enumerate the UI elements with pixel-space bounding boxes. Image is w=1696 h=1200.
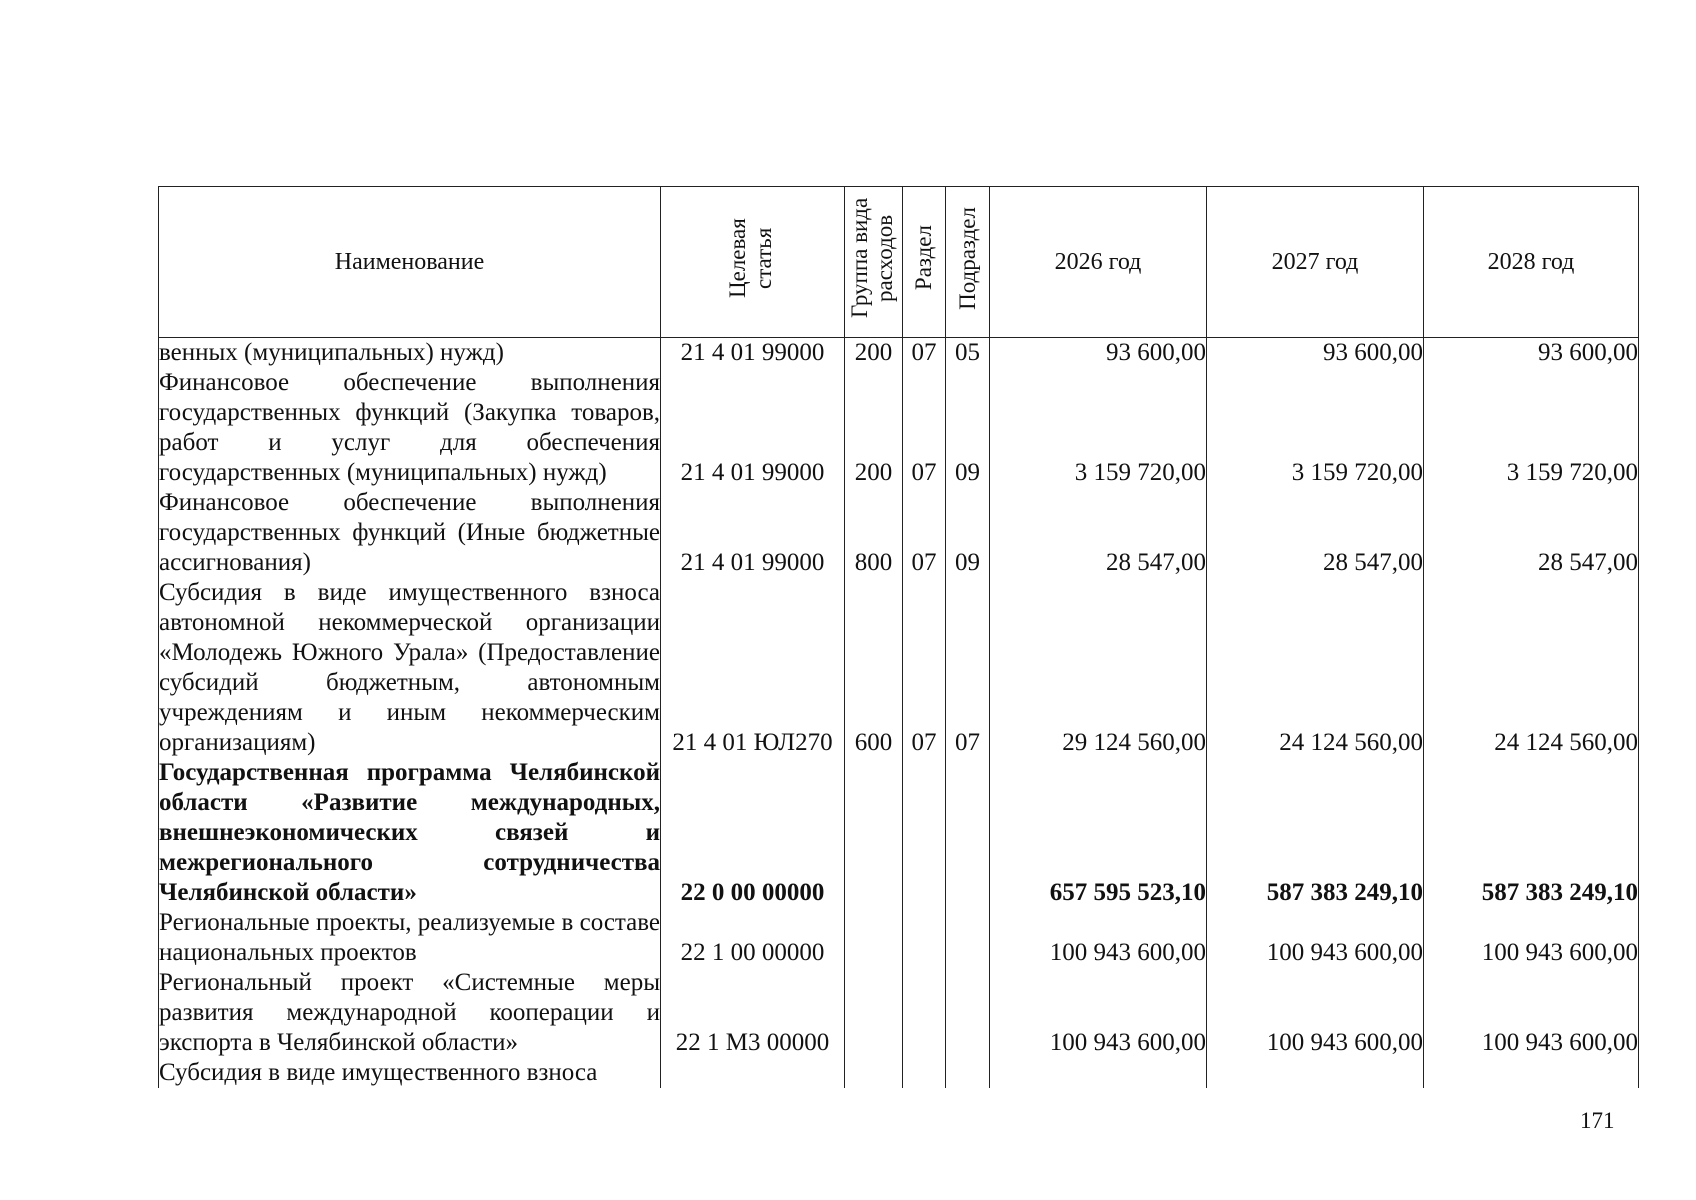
row-2027: 24 124 560,00: [1207, 578, 1424, 758]
row-2028: [1424, 1058, 1639, 1088]
row-subsection: 09: [946, 488, 990, 578]
row-2028: 24 124 560,00: [1424, 578, 1639, 758]
row-group: [845, 758, 903, 908]
row-subsection: 07: [946, 578, 990, 758]
row-name: Региональные проекты, реализуемые в составе национальных проектов: [159, 909, 660, 966]
row-2028: 100 943 600,00: [1424, 908, 1639, 968]
row-2026: 3 159 720,00: [990, 368, 1207, 488]
row-name: Региональный проект «Системные меры развития международной кооперации и экспорта в Челябинской области»: [159, 969, 660, 1056]
table-row-program: [159, 758, 1639, 908]
row-section: [903, 908, 946, 968]
budget-table: [158, 186, 1639, 1088]
table-row: [159, 338, 1639, 369]
table-row: [159, 368, 1639, 488]
row-section: 07: [903, 578, 946, 758]
header-group: [845, 187, 903, 338]
row-target: 22 0 00 00000: [661, 758, 845, 908]
header-target: [661, 187, 845, 338]
header-2027: 2027 год: [1207, 187, 1424, 338]
row-name: Финансовое обеспечение выполнения государственных функций (Иные бюджетные ассигнования): [159, 489, 660, 576]
row-2028: 587 383 249,10: [1424, 758, 1639, 908]
row-2027: 587 383 249,10: [1207, 758, 1424, 908]
row-2028: 93 600,00: [1424, 338, 1639, 369]
row-2027: 93 600,00: [1207, 338, 1424, 369]
row-group: 200: [845, 338, 903, 369]
row-subsection: [946, 908, 990, 968]
row-2027: [1207, 1058, 1424, 1088]
row-2027: 3 159 720,00: [1207, 368, 1424, 488]
row-name: Субсидия в виде имущественного взноса: [159, 1058, 661, 1088]
row-subsection: [946, 968, 990, 1058]
table-row-continued: [159, 1058, 1639, 1088]
row-target: 22 1 М3 00000: [661, 968, 845, 1058]
header-section-text: Раздел: [911, 225, 936, 291]
page-number: 171: [1580, 1108, 1615, 1133]
row-section: [903, 968, 946, 1058]
row-name: Финансовое обеспечение выполнения государственных функций (Закупка товаров, работ и услуг для обеспечения государственных (муниципальных) нужд): [159, 369, 660, 486]
header-subsection-text: Подраздел: [954, 206, 980, 310]
row-2026: 657 595 523,10: [990, 758, 1207, 908]
row-2027: 100 943 600,00: [1207, 908, 1424, 968]
row-section: 07: [903, 368, 946, 488]
row-group: [845, 908, 903, 968]
row-2028: 100 943 600,00: [1424, 968, 1639, 1058]
header-subsection: [946, 187, 990, 338]
row-target: 22 1 00 00000: [661, 908, 845, 968]
row-group: [845, 1058, 903, 1088]
row-2026: 29 124 560,00: [990, 578, 1207, 758]
row-target: [661, 1058, 845, 1088]
row-2028: 28 547,00: [1424, 488, 1639, 578]
row-target: 21 4 01 99000: [661, 368, 845, 488]
row-name: венных (муниципальных) нужд): [159, 338, 661, 369]
row-section: 07: [903, 338, 946, 369]
row-group: 800: [845, 488, 903, 578]
table-row: [159, 968, 1639, 1058]
header-2026: 2026 год: [990, 187, 1207, 338]
row-section: 07: [903, 488, 946, 578]
row-2026: 100 943 600,00: [990, 908, 1207, 968]
header-2028: 2028 год: [1424, 187, 1639, 338]
row-2027: 28 547,00: [1207, 488, 1424, 578]
row-group: 200: [845, 368, 903, 488]
header-target-text: Целевая статья: [724, 218, 776, 298]
row-subsection: 09: [946, 368, 990, 488]
row-subsection: [946, 758, 990, 908]
header-section: [903, 187, 946, 338]
row-target: 21 4 01 ЮЛ270: [661, 578, 845, 758]
header-group-text: Группа вида расходов: [846, 197, 897, 319]
row-2026: 28 547,00: [990, 488, 1207, 578]
row-target: 21 4 01 99000: [661, 488, 845, 578]
row-section: [903, 758, 946, 908]
row-subsection: 05: [946, 338, 990, 369]
row-2027: 100 943 600,00: [1207, 968, 1424, 1058]
table-row: [159, 908, 1639, 968]
row-group: 600: [845, 578, 903, 758]
row-target: 21 4 01 99000: [661, 338, 845, 369]
header-name: Наименование: [159, 187, 661, 338]
table-header-row: [159, 187, 1639, 338]
row-2028: 3 159 720,00: [1424, 368, 1639, 488]
row-subsection: [946, 1058, 990, 1088]
table-row: [159, 578, 1639, 758]
row-2026: 100 943 600,00: [990, 968, 1207, 1058]
table-row: [159, 488, 1639, 578]
row-2026: [990, 1058, 1207, 1088]
row-group: [845, 968, 903, 1058]
row-name: Государственная программа Челябинской области «Развитие международных, внешнеэкономических связей и межрегионального сотрудничества Челябинской области»: [159, 759, 660, 906]
row-2026: 93 600,00: [990, 338, 1207, 369]
row-section: [903, 1058, 946, 1088]
row-name: Субсидия в виде имущественного взноса автономной некоммерческой организации «Молодежь Южного Урала» (Предоставление субсидий бюджетным, автономным учреждениям и иным некоммерческим организациям): [159, 579, 660, 756]
